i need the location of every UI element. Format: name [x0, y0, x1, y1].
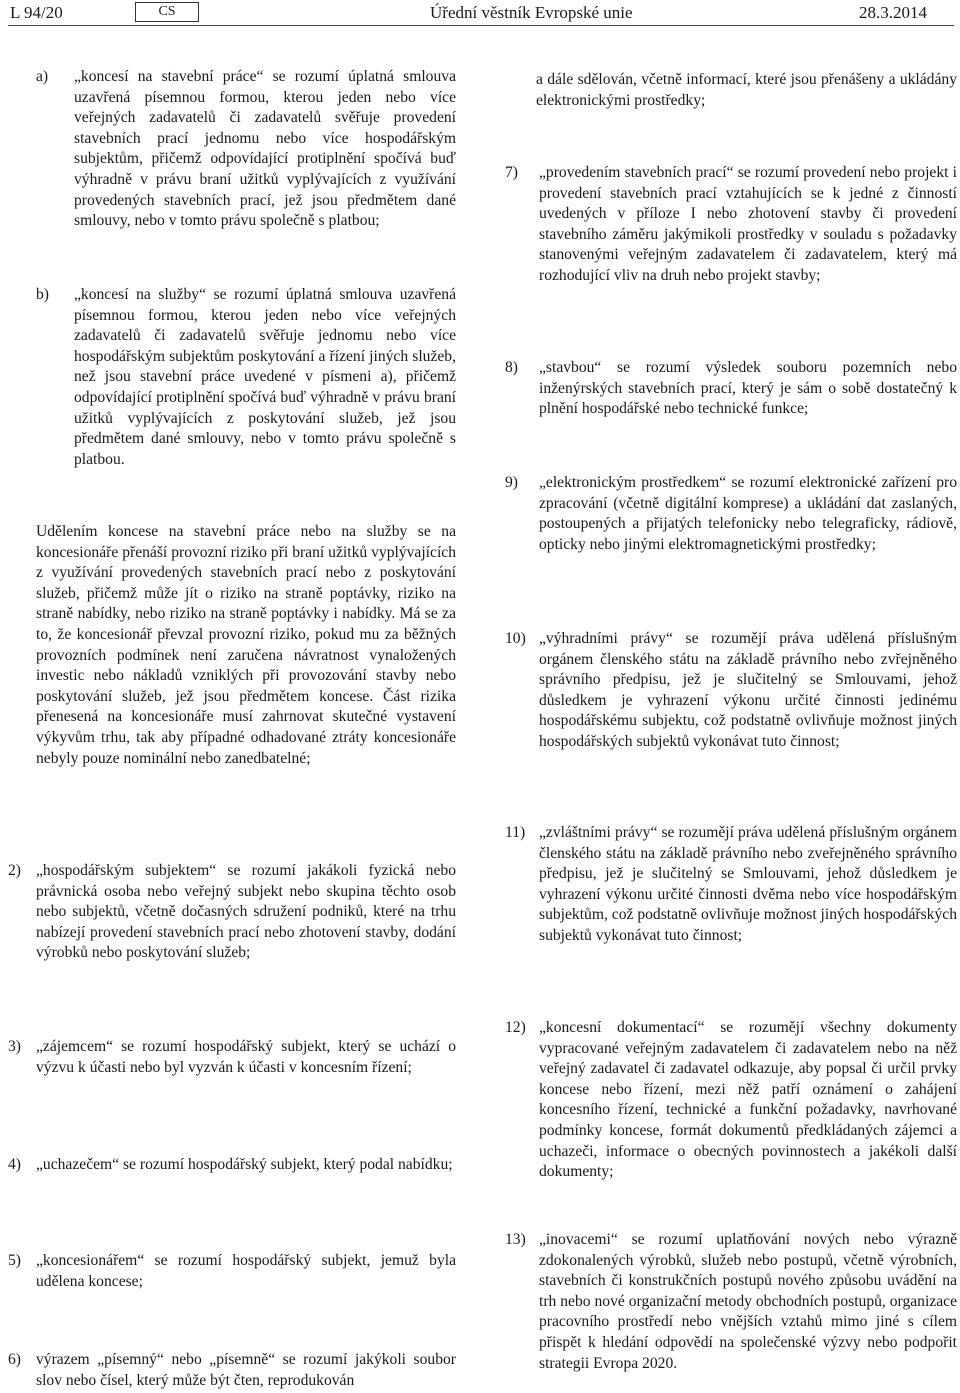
- definition-item-11: [505, 823, 957, 947]
- item-text: „koncesí na služby“ se rozumí úplatná smlouva uzavřená písemnou formou, kterou jeden nebo více veřejných zadavatelů či zadavatelů svěřuje jednomu nebo více hospodářským subjektům poskytování a řízení jiných služeb, než jsou stavební práce uvedené v písmeni a), přičemž odpovídající protiplnění spočívá buď výhradně v právu braní užitků vyplývajících z poskytování služeb, jež jsou předmětem dané smlouvy, nebo v tomto právu společně s platbou.: [74, 286, 456, 468]
- definition-item-5: [8, 1251, 456, 1292]
- definition-item-3: [8, 1037, 456, 1078]
- item-text: „stavbou“ se rozumí výsledek souboru pozemních nebo inženýrských stavebních prací, který je sám o sobě dostatečný k plnění hospodářské nebo technické funkce;: [539, 359, 957, 418]
- risk-paragraph: Udělením koncese na stavební práce nebo na služby se na koncesionáře přenáší provozní riziko při braní užitků vyplývajících z využívání provedených stavebních prací nebo z poskytování služeb, přičemž může jít o riziko na straně poptávky, riziko na straně nabídky, nebo riziko na straně poptávky i nabídky. Má se za to, že koncesionář převzal provozní riziko, pokud mu za běžných provozních podmínek není zaručena návratnost vynaložených investic nebo nákladů vzniklých při provozování stavby nebo poskytování služeb, jež jsou předmětem koncese. Část rizika přenesená na koncesionáře musí zahrnovat skutečné vystavení výkyvům trhu, tak aby případné odhadované ztráty koncesionáře nebyly pouze nominální nebo zanedbatelné;: [36, 523, 456, 767]
- header-divider: [8, 25, 954, 26]
- definition-item-b: [36, 285, 456, 470]
- definition-item-6: [8, 1350, 456, 1391]
- item-text: „uchazečem“ se rozumí hospodářský subjekt, který podal nabídku;: [36, 1156, 453, 1173]
- item-number: 8): [505, 359, 518, 376]
- page-reference: L 94/20: [10, 3, 63, 22]
- item-number: b): [36, 286, 49, 303]
- item-text: „elektronickým prostředkem“ se rozumí elektronické zařízení pro zpracování (včetně digitální komprese) a ukládání dat zaslaných, postoupených a přijatých telefonicky nebo telegraficky, rádiově, opticky nebo jinými elektromagnetickými prostředky;: [539, 474, 957, 553]
- item-number: 2): [8, 862, 21, 879]
- publication-date: 28.3.2014: [859, 3, 927, 22]
- definition-item-4: [8, 1155, 456, 1176]
- item-number: 11): [505, 824, 526, 841]
- item-text: „koncesní dokumentací“ se rozumějí všechny dokumenty vypracované veřejným zadavatelem či zadavatelem nebo na něž veřejný zadavatel či zadavatel odkazuje, aby popsal či určil prvky koncese nebo řízení, mezi něž patří oznámení o zahájení koncesního řízení, technické a funkční požadavky, navrhované podmínky koncese, formát dokumentů předkládaných zájemci a uchazeči, informace o obecných povinnostech a jakékoli další dokumenty;: [539, 1019, 957, 1181]
- definition-item-10: [505, 629, 957, 753]
- item-text: „zájemcem“ se rozumí hospodářský subjekt, který se uchází o výzvu k účasti nebo byl vyzván k účasti v koncesním řízení;: [36, 1038, 456, 1076]
- item-number: 6): [8, 1351, 21, 1368]
- item-number: 10): [505, 630, 526, 647]
- item-number: 12): [505, 1019, 526, 1036]
- definition-item-2: [8, 861, 456, 964]
- item-number: 9): [505, 474, 518, 491]
- item-number: 4): [8, 1156, 21, 1173]
- item-text: „provedením stavebních prací“ se rozumí provedení nebo projekt i provedení stavebních prací vztahujících se k jedné z činností uvedených v příloze I nebo zhotovení stavby či provedení stavebního záměru jakýmikoli prostředky v souladu s požadavky stanovenými veřejným zadavatelem či zadavatelem, který má rozhodující vliv na druh nebo projekt stavby;: [539, 164, 957, 284]
- item-text: „koncesionářem“ se rozumí hospodářský subjekt, jemuž byla udělena koncese;: [36, 1252, 456, 1290]
- definition-item-12: [505, 1018, 957, 1183]
- journal-title: Úřední věstník Evropské unie: [430, 3, 633, 22]
- definition-item-7: [505, 163, 957, 287]
- language-badge: CS: [135, 2, 199, 22]
- item-number: 7): [505, 164, 518, 181]
- item-text: „zvláštními právy“ se rozumějí práva udělená příslušným orgánem členského státu na základě právního nebo zveřejněného správního předpisu, jež je slučitelný se Smlouvami, jehož důsledkem je vyhrazení výkonu určité činnosti dvěma nebo více hospodářským subjektům, což podstatně ovlivňuje možnost jiných hospodářských subjektů vykonávat tuto činnost;: [539, 824, 957, 944]
- item-text: „hospodářským subjektem“ se rozumí jakákoli fyzická nebo právnická osoba nebo veřejný subjekt nebo skupina těchto osob nebo subjektů, včetně dočasných sdružení podniků, které na trhu nabízejí provedení stavebních prací nebo zhotovení stavby, dodání výrobků nebo poskytování služeb;: [36, 862, 456, 962]
- item-text: výrazem „písemný“ nebo „písemně“ se rozumí jakýkoli soubor slov nebo čísel, který může být čten, reprodukován: [36, 1351, 456, 1389]
- item-number: a): [36, 68, 49, 85]
- item-number: 13): [505, 1231, 526, 1248]
- item-text: „výhradními právy“ se rozumějí práva udělená příslušným orgánem členského státu na základě právního nebo zvřejněného správního předpisu, jež je slučitelný se Smlouvami, jehož důsledkem je vyhrazení výkonu určité činnosti jedinému hospodářskému subjektu, což podstatně ovlivňuje možnost jiných hospodářských subjektů vykonávat tuto činnost;: [539, 630, 957, 750]
- continuation-text: a dále sdělován, včetně informací, které jsou přenášeny a ukládány elektronickými prostředky;: [536, 71, 957, 109]
- definition-item-13: [505, 1230, 957, 1374]
- item-number: 5): [8, 1252, 21, 1269]
- item-text: „inovacemi“ se rozumí uplatňování nových nebo výrazně zdokonalených výrobků, služeb nebo postupů, včetně výrobních, stavebních či konstrukčních postupů nového způsobu uvádění na trh nebo nové organizační metody obchodních postupů, organizace pracovního prostředí nebo vnějších vztahů mimo jiné s cílem přispět k hledání odpovědí na společenské výzvy nebo podpořit strategii Evropa 2020.: [539, 1231, 957, 1372]
- definition-item-8: [505, 358, 957, 420]
- item-text: „koncesí na stavební práce“ se rozumí úplatná smlouva uzavřená písemnou formou, kterou jeden nebo více veřejných zadavatelů či zadavatelů svěřuje provedení stavebních prací jednomu nebo více hospodářským subjektům, přičemž odpovídající protiplnění spočívá buď výhradně v právu braní užitků vyplývajících z využívání provedených stavebních prací, jež jsou předmětem dané smlouvy, nebo v tomto právu společně s platbou;: [74, 68, 456, 230]
- definition-item-a: [36, 67, 456, 232]
- item-number: 3): [8, 1038, 21, 1055]
- definition-item-9: [505, 473, 957, 555]
- page-header: [0, 0, 960, 34]
